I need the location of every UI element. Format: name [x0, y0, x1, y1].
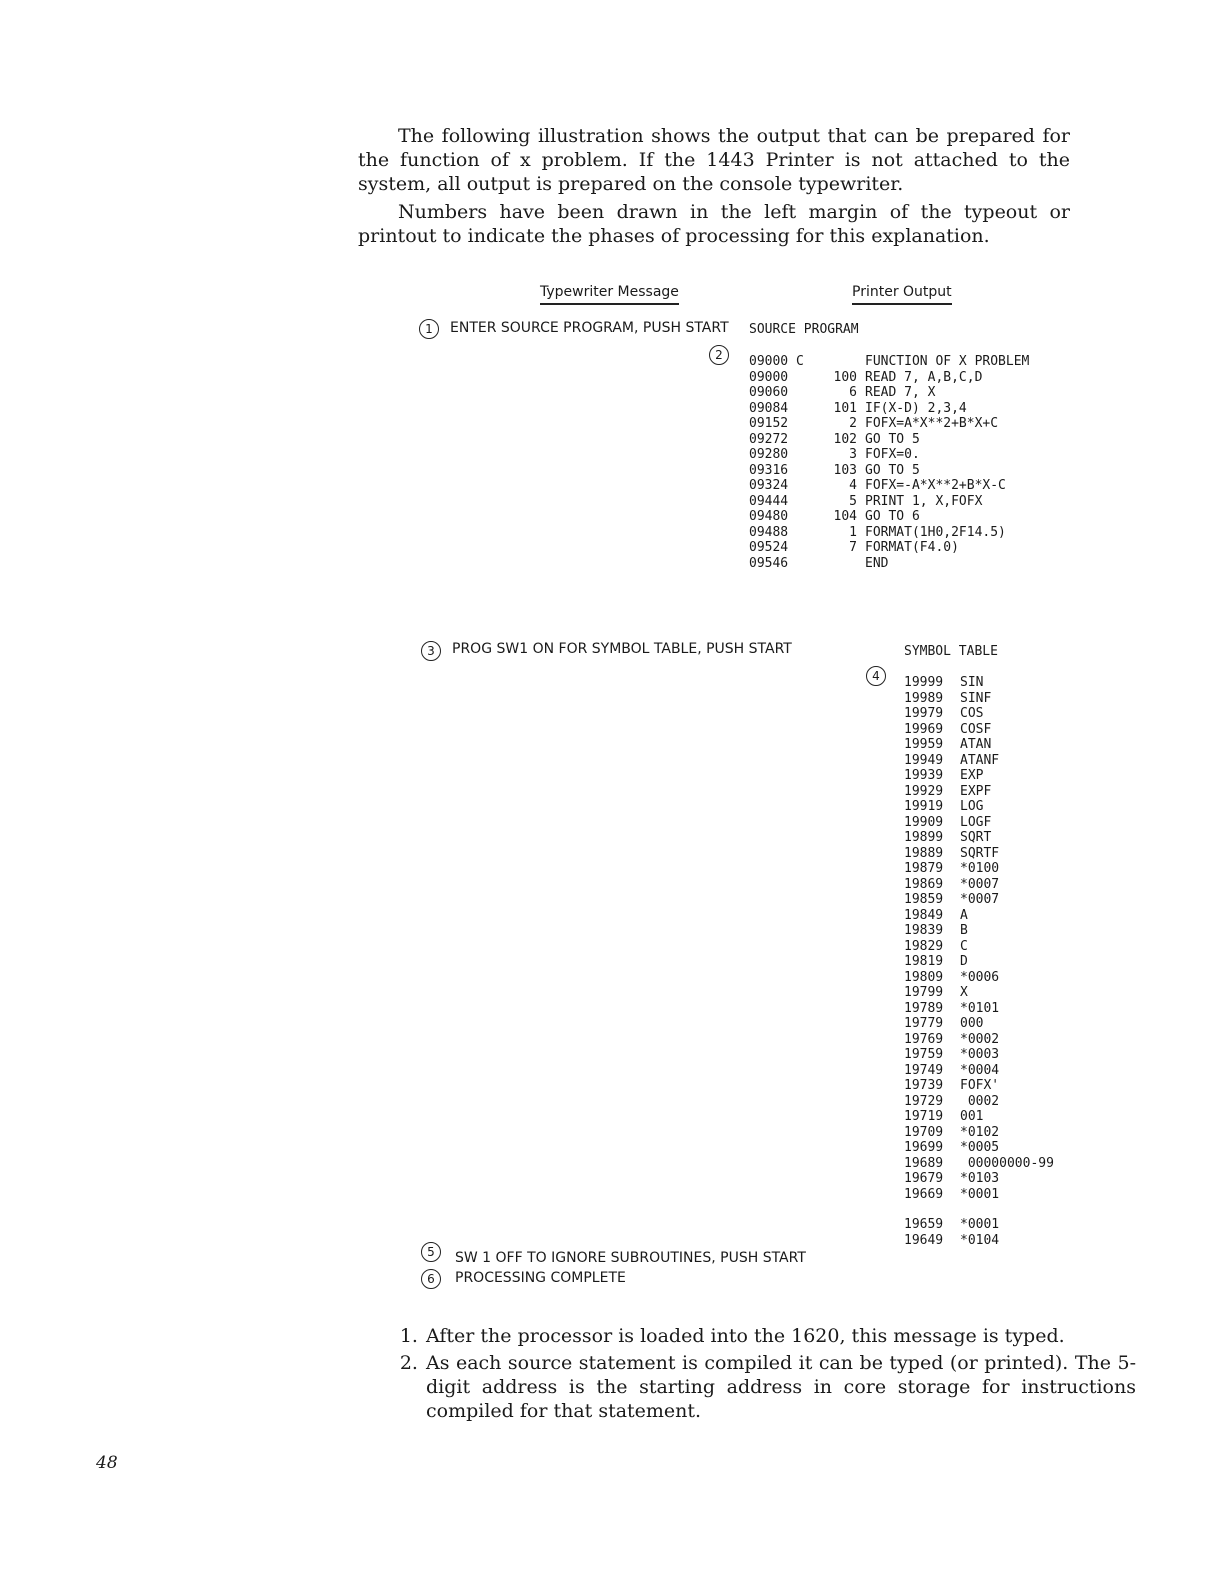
- symbol-address: 19749: [904, 1062, 944, 1078]
- typewriter-message-header: Typewriter Message: [540, 284, 679, 305]
- source-program-title: SOURCE PROGRAM: [749, 322, 859, 337]
- source-address: 09324: [749, 478, 789, 493]
- symbol-name: *0007: [960, 892, 1000, 907]
- symbol-name: COS: [960, 706, 984, 721]
- intro-paragraph-1: The following illustration shows the output that can be prepared for the function of x problem. If the 1443 Printer is not attached to the system, all output is prepared on the console typewriter.: [358, 125, 1070, 195]
- symbol-table-listing-tail: [904, 1217, 999, 1248]
- source-row: [749, 370, 1029, 386]
- symbol-row: [904, 939, 1054, 955]
- symbol-address: 19849: [904, 907, 944, 923]
- source-row: [749, 432, 1029, 448]
- symbol-address: 19949: [904, 752, 944, 768]
- symbol-name: *0101: [960, 1000, 1000, 1016]
- source-address: 09272: [749, 431, 789, 447]
- source-statement: IF(X-D) 2,3,4: [865, 400, 967, 416]
- source-address: 09000: [749, 369, 789, 385]
- source-address: 09152: [749, 416, 789, 431]
- symbol-address: 19689: [904, 1155, 944, 1171]
- symbol-name: EXPF: [960, 783, 992, 799]
- symbol-name: SQRTF: [960, 845, 1000, 861]
- symbol-name: *0004: [960, 1062, 1000, 1078]
- symbol-address: 19809: [904, 969, 944, 985]
- symbol-row: [904, 954, 1054, 970]
- symbol-name: SIN: [960, 675, 984, 690]
- symbol-name: D: [960, 954, 968, 969]
- source-row: [749, 416, 1029, 432]
- source-label: 5: [849, 493, 857, 509]
- symbol-row: [904, 1187, 1054, 1203]
- source-statement: READ 7, A,B,C,D: [865, 369, 983, 385]
- symbol-name: FOFX': [960, 1078, 1000, 1093]
- symbol-name: LOG: [960, 799, 984, 814]
- symbol-name: SQRT: [960, 830, 992, 845]
- source-row: [749, 556, 1029, 572]
- symbol-address: 19829: [904, 938, 944, 954]
- source-label: 103: [833, 462, 857, 478]
- symbol-row: [904, 877, 1054, 893]
- symbol-address: 19989: [904, 690, 944, 706]
- symbol-row: [904, 1063, 1054, 1079]
- symbol-row: [904, 1047, 1054, 1063]
- symbol-row: [904, 1156, 1054, 1172]
- symbol-address: 19709: [904, 1124, 944, 1140]
- symbol-address: 19999: [904, 675, 944, 690]
- typewriter-message-1: ENTER SOURCE PROGRAM, PUSH START: [450, 320, 729, 336]
- symbol-name: COSF: [960, 721, 992, 737]
- symbol-name: EXP: [960, 768, 984, 783]
- source-address: 09480: [749, 509, 789, 524]
- source-statement: FOFX=0.: [865, 447, 920, 462]
- symbol-row: [904, 970, 1054, 986]
- source-address: 09280: [749, 447, 789, 462]
- symbol-name: *0003: [960, 1047, 1000, 1062]
- source-label: 3: [849, 447, 857, 462]
- symbol-address: 19649: [904, 1232, 944, 1248]
- symbol-name: *0002: [960, 1031, 1000, 1047]
- symbol-address: 19769: [904, 1031, 944, 1047]
- symbol-address: 19979: [904, 706, 944, 721]
- symbol-name: *0001: [960, 1217, 1000, 1232]
- symbol-name: C: [960, 938, 968, 954]
- source-label: 1: [849, 524, 857, 540]
- source-row: [749, 540, 1029, 556]
- symbol-row: [904, 923, 1054, 939]
- source-address: 09060: [749, 385, 789, 400]
- symbol-name: *0007: [960, 876, 1000, 892]
- symbol-row: [904, 1125, 1054, 1141]
- source-row: [749, 478, 1029, 494]
- source-statement: FOFX=-A*X**2+B*X-C: [865, 478, 1006, 493]
- symbol-address: 19939: [904, 768, 944, 783]
- symbol-name: 001: [960, 1109, 984, 1124]
- symbol-address: 19719: [904, 1109, 944, 1124]
- symbol-row: [904, 892, 1054, 908]
- symbol-name: *0006: [960, 969, 1000, 985]
- source-label: 4: [849, 478, 857, 493]
- source-row: [749, 463, 1029, 479]
- source-statement: FOFX=A*X**2+B*X+C: [865, 416, 999, 431]
- symbol-address: 19919: [904, 799, 944, 814]
- symbol-row: [904, 784, 1054, 800]
- symbol-address: 19929: [904, 783, 944, 799]
- symbol-address: 19669: [904, 1186, 944, 1202]
- source-row: [749, 447, 1029, 463]
- symbol-name: *0104: [960, 1232, 1000, 1248]
- symbol-address: 19679: [904, 1171, 944, 1186]
- symbol-row: [904, 815, 1054, 831]
- marker-3: 3: [421, 641, 441, 661]
- symbol-row: [904, 830, 1054, 846]
- symbol-table-title: SYMBOL TABLE: [904, 644, 998, 659]
- symbol-name: ATAN: [960, 737, 992, 752]
- source-statement: FORMAT(1H0,2F14.5): [865, 524, 1006, 540]
- symbol-address: 19779: [904, 1016, 944, 1031]
- symbol-name: *0001: [960, 1186, 1000, 1202]
- symbol-row: [904, 861, 1054, 877]
- source-label: 6: [849, 385, 857, 400]
- symbol-row: [904, 1171, 1054, 1187]
- symbol-address: 19739: [904, 1078, 944, 1093]
- symbol-row: [904, 753, 1054, 769]
- source-row: [749, 494, 1029, 510]
- symbol-address: 19869: [904, 876, 944, 892]
- symbol-name: 0002: [960, 1093, 1000, 1109]
- symbol-row: [904, 1016, 1054, 1032]
- source-label: 102: [833, 431, 857, 447]
- source-statement: READ 7, X: [865, 385, 936, 400]
- source-label: 100: [833, 369, 857, 385]
- source-label: 7: [849, 540, 857, 555]
- source-statement: GO TO 5: [865, 431, 920, 447]
- symbol-name: X: [960, 985, 968, 1000]
- symbol-address: 19699: [904, 1140, 944, 1155]
- source-address: 09444: [749, 493, 789, 509]
- typewriter-message-6: PROCESSING COMPLETE: [455, 1270, 626, 1286]
- symbol-name: ATANF: [960, 752, 1000, 768]
- symbol-address: 19899: [904, 830, 944, 845]
- source-statement: PRINT 1, X,FOFX: [865, 493, 983, 509]
- note-1: 1. After the processor is loaded into the 1620, this message is typed.: [424, 1324, 1136, 1348]
- source-row: [749, 401, 1029, 417]
- symbol-row: [904, 691, 1054, 707]
- symbol-row: [904, 985, 1054, 1001]
- source-program-listing: [749, 354, 1029, 571]
- symbol-row: [904, 706, 1054, 722]
- symbol-row: [904, 1140, 1054, 1156]
- symbol-row: [904, 908, 1054, 924]
- symbol-row: [904, 722, 1054, 738]
- typewriter-message-5: SW 1 OFF TO IGNORE SUBROUTINES, PUSH START: [455, 1250, 806, 1266]
- symbol-address: 19789: [904, 1000, 944, 1016]
- symbol-name: B: [960, 923, 968, 938]
- printer-output-header: Printer Output: [852, 284, 952, 305]
- symbol-row: [904, 675, 1054, 691]
- symbol-row: [904, 846, 1054, 862]
- symbol-address: 19759: [904, 1047, 944, 1062]
- source-row: [749, 509, 1029, 525]
- symbol-row: [904, 799, 1054, 815]
- typewriter-message-3: PROG SW1 ON FOR SYMBOL TABLE, PUSH START: [452, 641, 792, 657]
- source-statement: END: [865, 555, 889, 571]
- symbol-address: 19729: [904, 1093, 944, 1109]
- source-label: 2: [849, 416, 857, 431]
- source-address: 09524: [749, 540, 789, 555]
- symbol-address: 19819: [904, 954, 944, 969]
- symbol-row: [904, 768, 1054, 784]
- source-label: 104: [833, 509, 857, 524]
- intro-paragraph-2: Numbers have been drawn in the left margin of the typeout or printout to indicate the phases of processing for this explanation.: [358, 201, 1070, 247]
- source-row: [749, 525, 1029, 541]
- explanation-notes: [358, 1324, 1136, 1426]
- symbol-row: [904, 1032, 1054, 1048]
- source-row: [749, 385, 1029, 401]
- symbol-row: [904, 1078, 1054, 1094]
- symbol-address: 19799: [904, 985, 944, 1000]
- symbol-address: 19909: [904, 814, 944, 830]
- symbol-table-listing: [904, 675, 1054, 1202]
- symbol-name: *0102: [960, 1124, 1000, 1140]
- source-address: 09000 C: [749, 354, 804, 369]
- symbol-row: [904, 737, 1054, 753]
- page-number: 48: [96, 1453, 118, 1473]
- source-address: 09546: [749, 555, 789, 571]
- marker-5: 5: [421, 1242, 441, 1262]
- symbol-row: [904, 1094, 1054, 1110]
- symbol-name: LOGF: [960, 814, 992, 830]
- source-row: [749, 354, 1029, 370]
- symbol-row: [904, 1233, 999, 1249]
- symbol-name: SINF: [960, 690, 992, 706]
- marker-6: 6: [421, 1269, 441, 1289]
- symbol-address: 19969: [904, 721, 944, 737]
- symbol-row: [904, 1109, 1054, 1125]
- symbol-name: A: [960, 907, 968, 923]
- symbol-name: *0100: [960, 861, 1000, 876]
- symbol-row: [904, 1001, 1054, 1017]
- symbol-address: 19839: [904, 923, 944, 938]
- source-statement: FORMAT(F4.0): [865, 540, 959, 555]
- source-statement: GO TO 5: [865, 462, 920, 478]
- symbol-address: 19659: [904, 1217, 944, 1232]
- source-statement: FUNCTION OF X PROBLEM: [865, 354, 1030, 369]
- source-label: 101: [833, 400, 857, 416]
- marker-4: 4: [866, 666, 886, 686]
- source-address: 09084: [749, 400, 789, 416]
- symbol-row: [904, 1217, 999, 1233]
- symbol-name: *0005: [960, 1140, 1000, 1155]
- symbol-address: 19879: [904, 861, 944, 876]
- source-statement: GO TO 6: [865, 509, 920, 524]
- symbol-name: *0103: [960, 1171, 1000, 1186]
- source-address: 09488: [749, 524, 789, 540]
- marker-2: 2: [709, 345, 729, 365]
- symbol-address: 19959: [904, 737, 944, 752]
- note-2: 2. As each source statement is compiled it can be typed (or printed). The 5-digit address is the starting address in core storage for instructions compiled for that statement.: [424, 1351, 1136, 1423]
- symbol-name: 00000000-99: [960, 1155, 1054, 1171]
- symbol-address: 19889: [904, 845, 944, 861]
- source-address: 09316: [749, 462, 789, 478]
- symbol-address: 19859: [904, 892, 944, 907]
- symbol-name: 000: [960, 1016, 984, 1031]
- marker-1: 1: [419, 319, 439, 339]
